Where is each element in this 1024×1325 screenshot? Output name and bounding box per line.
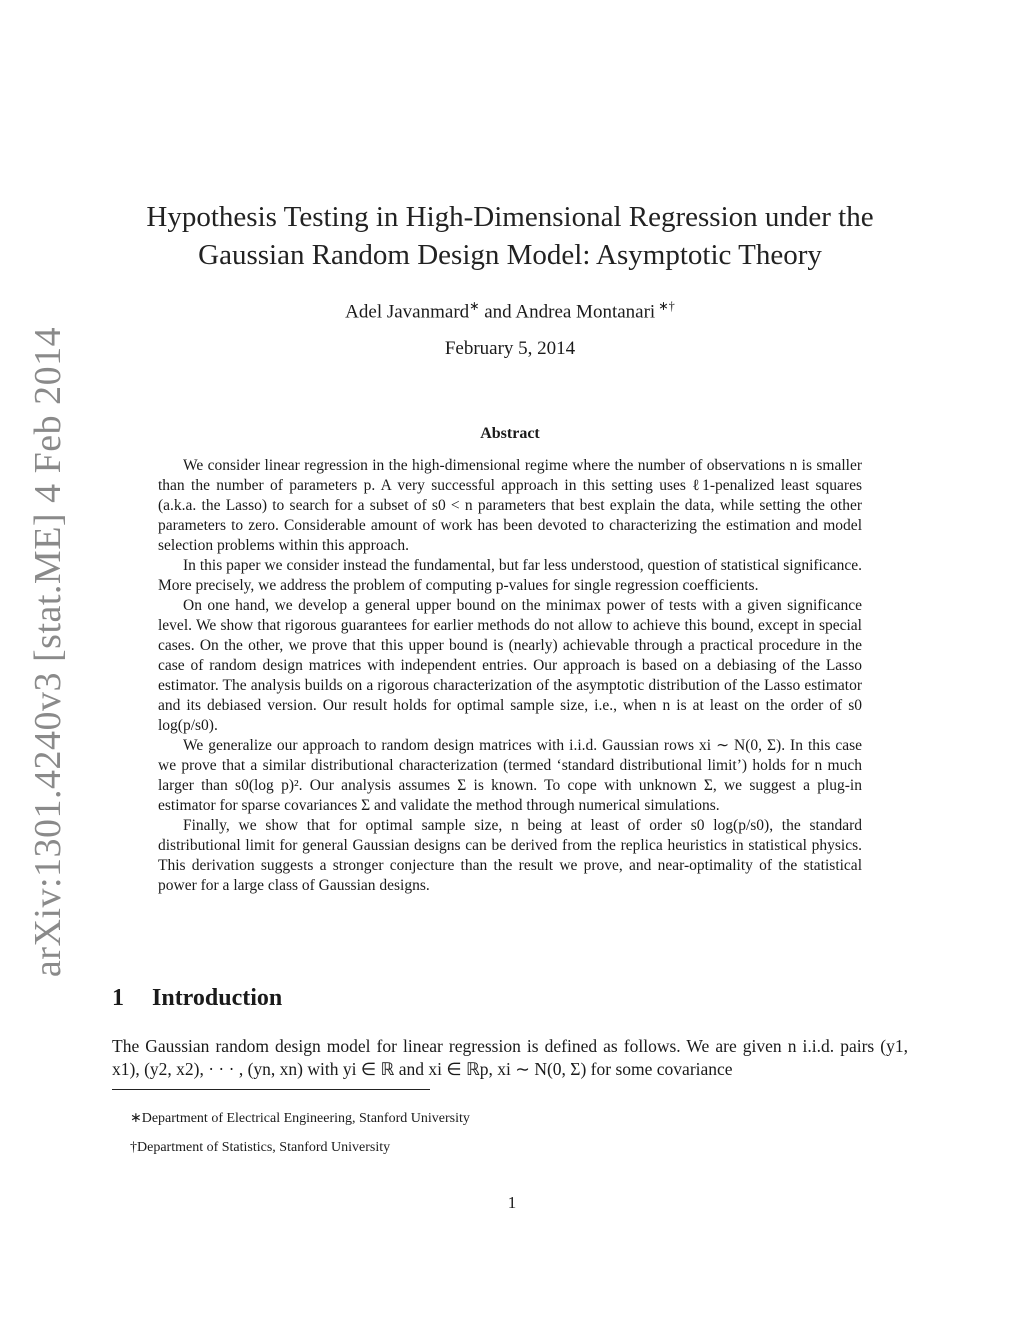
footnotes	[130, 1104, 830, 1162]
introduction-body	[112, 1035, 908, 1081]
author-name: Andrea Montanari	[515, 301, 656, 323]
author-conjunction: and	[479, 301, 516, 323]
section-title: Introduction	[152, 985, 283, 1011]
page-number: 1	[507, 1193, 517, 1212]
footnote-mark: ∗†	[655, 299, 675, 313]
abstract-paragraph: On one hand, we develop a general upper bound on the minimax power of tests with a given significance level. We show that rigorous guarantees for earlier methods do not allow to achieve this bound, except in special cases. On the other, we prove that this upper bound is (nearly) achievable through a practical procedure in the case of random design matrices with independent entries. Our approach is based on a debiasing of the Lasso estimator. The analysis builds on a rigorous characterization of the asymptotic distribution of the Lasso estimator and its debiased version. Our result holds for optimal sample size, i.e., when n is at least on the order of s0 log(p/s0).	[158, 597, 862, 734]
abstract-body	[158, 456, 862, 896]
author-line	[112, 294, 908, 324]
abstract-heading: Abstract	[480, 425, 540, 442]
publication-date: February 5, 2014	[444, 338, 576, 359]
paper-title: Hypothesis Testing in High-Dimensional Regression under the Gaussian Random Design Model: Asymptotic Theory	[146, 201, 874, 271]
footnote-divider	[112, 1089, 430, 1090]
author-name: Adel Javanmard	[345, 301, 470, 323]
introduction-paragraph: The Gaussian random design model for linear regression is defined as follows. We are given n i.i.d. pairs (y1, x1), (y2, x2), · · · , (yn, xn) with yi ∈ ℝ and xi ∈ ℝp, xi ∼ N(0, Σ) for some covariance	[112, 1036, 908, 1079]
section-heading	[112, 985, 282, 1012]
abstract-paragraph: We consider linear regression in the high-dimensional regime where the number of observations n is smaller than the number of parameters p. A very successful approach in this setting uses ℓ1-penalized least squares (a.k.a. the Lasso) to search for a subset of s0 < n parameters that best explain the data, while setting the other parameters to zero. Considerable amount of work has been devoted to characterizing the estimation and model selection problems within this approach.	[158, 457, 862, 554]
abstract-paragraph: We generalize our approach to random design matrices with i.i.d. Gaussian rows xi ∼ N(0, Σ). In this case we prove that a similar distributional characterization (termed ‘standard distributional limit’) holds for n much larger than s0(log p)². Our analysis assumes Σ is known. To cope with unknown Σ, we suggest a plug-in estimator for sparse covariances Σ and validate the method through numerical simulations.	[158, 737, 862, 814]
footnote: †Department of Statistics, Stanford University	[130, 1140, 391, 1155]
abstract-paragraph: Finally, we show that for optimal sample size, n being at least of order s0 log(p/s0), the standard distributional limit for general Gaussian designs can be derived from the replica heuristics in statistical physics. This derivation suggests a stronger conjecture than the result we prove, and near-optimality of the statistical power for a large class of Gaussian designs.	[158, 817, 862, 894]
abstract-paragraph: In this paper we consider instead the fundamental, but far less understood, question of statistical significance. More precisely, we address the problem of computing p-values for single regression coefficients.	[158, 557, 862, 594]
arxiv-identifier-stamp: arXiv:1301.4240v3 [stat.ME] 4 Feb 2014	[27, 326, 69, 978]
footnote-mark: ∗	[469, 299, 480, 313]
footnote: ∗Department of Electrical Engineering, Stanford University	[130, 1111, 470, 1126]
section-number: 1	[112, 985, 124, 1011]
